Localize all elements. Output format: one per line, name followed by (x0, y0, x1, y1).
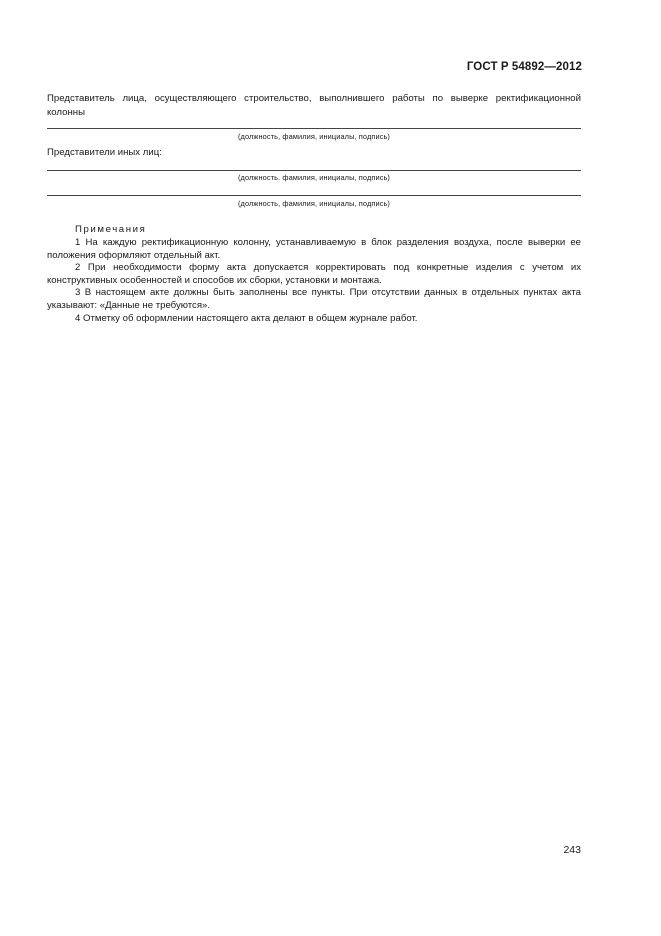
signature-line-other-2 (47, 195, 581, 196)
signature-caption-other-1: (должность. фамилия, инициалы, подпись) (238, 173, 390, 182)
representative-line-1: Представитель лица, осуществляющего строительство, выполнившего работы по выверке ректификационной (47, 93, 581, 104)
other-representatives-label: Представители иных лиц: (47, 147, 162, 158)
note-item: 2 При необходимости форму акта допускается корректировать под конкретные изделия с учетом их конструктивных особенностей и способов их сборки, установки и монтажа. (47, 262, 581, 286)
notes-title: Примечания (75, 224, 147, 235)
page-number: 243 (563, 844, 581, 856)
note-item: 4 Отметку об оформлении настоящего акта делают в общем журнале работ. (75, 312, 418, 324)
signature-line-other-1 (47, 170, 581, 171)
document-code-header: ГОСТ Р 54892—2012 (466, 61, 582, 73)
signature-caption-other-2: (должность, фамилия, инициалы, подпись) (238, 199, 390, 208)
representative-text (47, 92, 581, 120)
notes-list (47, 237, 581, 325)
signature-line-representative (47, 128, 581, 129)
note-item: 3 В настоящем акте должны быть заполнены все пункты. При отсутствии данных в отдельных пунктах акта указывают: «Данные не требуются». (47, 287, 581, 311)
signature-caption-representative: (должность, фамилия, инициалы, подпись) (238, 132, 390, 141)
note-item: 1 На каждую ректификационную колонну, устанавливаемую в блок разделения воздуха, после выверки ее положения оформляют отдельный акт. (47, 237, 581, 261)
representative-line-2: колонны (47, 107, 85, 118)
